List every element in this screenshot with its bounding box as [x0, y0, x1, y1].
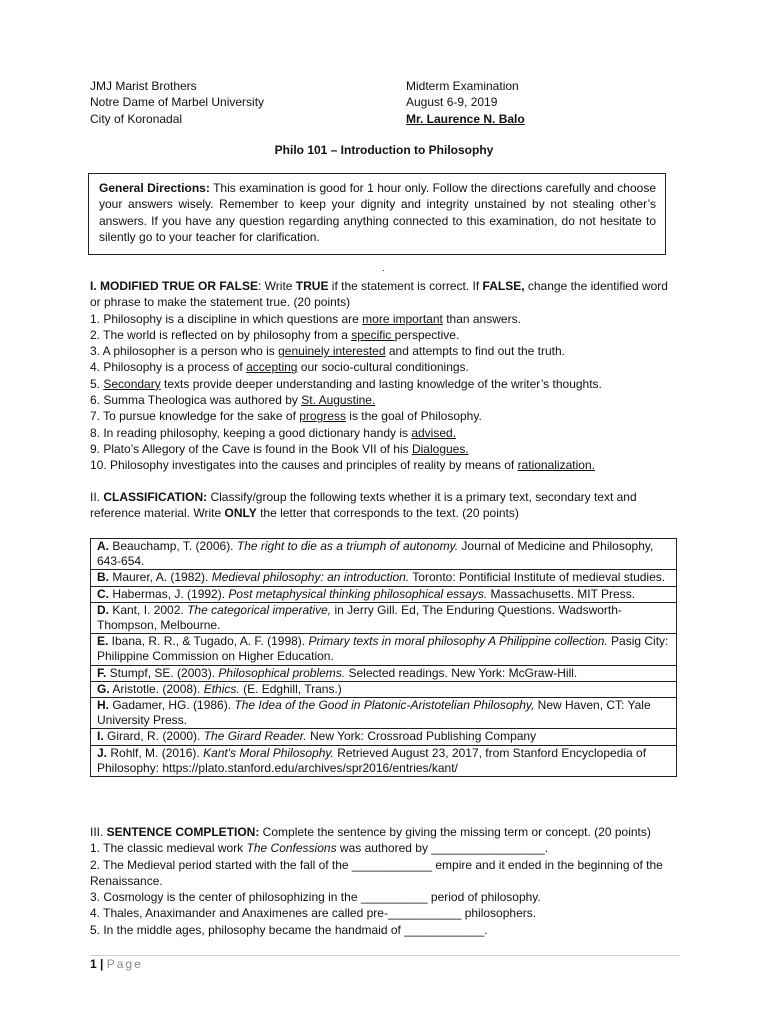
reference-author: Maurer, A. (1982). — [109, 570, 212, 585]
section-1 — [90, 278, 670, 474]
reference-letter: F. — [97, 665, 107, 680]
reference-row — [91, 745, 677, 776]
reference-title: The Idea of the Good in Platonic-Aristotelian Philosophy, — [234, 698, 535, 713]
section-3-items — [90, 840, 670, 938]
tf-item-text-end: than answers. — [442, 311, 521, 326]
tf-item — [90, 408, 670, 424]
section-1-instructions — [90, 278, 670, 311]
completion-item — [90, 922, 670, 938]
section-1-instr-c: change the identified word or phrase to make the statement true. (20 points) — [90, 279, 668, 310]
tf-item-text: 5. — [90, 376, 104, 391]
reference-letter: D. — [97, 602, 109, 617]
tf-item-text: 1. Philosophy is a discipline in which questions are — [90, 311, 363, 326]
tf-item — [90, 392, 670, 408]
reference-author: Beauchamp, T. (2006). — [109, 539, 237, 553]
tf-item — [90, 311, 670, 327]
completion-item — [90, 889, 670, 905]
tf-item-text: 8. In reading philosophy, keeping a good dictionary handy is — [90, 425, 412, 440]
section-3 — [90, 824, 670, 938]
section-1-heading: I. MODIFIED TRUE OR FALSE — [90, 279, 259, 293]
tf-underlined-term: Dialogues. — [411, 441, 469, 456]
reference-letter: J. — [97, 745, 108, 760]
tf-item-text: 2. The world is reflected on by philosophy from a — [90, 327, 352, 342]
school-info — [90, 78, 264, 127]
tf-item-text: 10. Philosophy investigates into the causes and principles of reality by means of — [90, 458, 518, 473]
reference-cell — [91, 698, 677, 729]
tf-underlined-term: advised. — [411, 425, 457, 440]
page-footer — [90, 957, 143, 971]
reference-row — [91, 539, 677, 570]
general-directions-text: This examination is good for 1 hour only. Follow the directions carefully and choose your answers wisely. Remember to keep your dignity and integrity unstained by not stealing other’s answers. If you have any question regarding anything connected to this examination, do not hesitate to silently go to your teacher for clarification. — [99, 181, 656, 244]
reference-table — [90, 538, 677, 777]
tf-item — [90, 359, 670, 375]
school-line-1: JMJ Marist Brothers — [90, 79, 197, 93]
reference-author: Aristotle. (2008). — [109, 681, 204, 696]
tf-item — [90, 376, 670, 392]
reference-row — [91, 698, 677, 729]
reference-title: Philosophical problems. — [218, 665, 346, 680]
tf-item-text: 4. Philosophy is a process of — [90, 360, 247, 375]
reference-cell — [91, 570, 677, 586]
completion-item — [90, 905, 670, 921]
reference-source: (E. Edghill, Trans.) — [239, 681, 342, 696]
reference-letter: C. — [97, 586, 109, 601]
completion-text: 3. Cosmology is the center of philosophizing in the __________ period of philosophy. — [90, 890, 541, 905]
reference-cell — [91, 539, 677, 570]
reference-author: Ibana, R. R., & Tugado, A. F. (1998). — [108, 634, 309, 649]
reference-cell — [91, 602, 677, 633]
tf-item — [90, 425, 670, 441]
completion-item — [90, 857, 670, 890]
tf-underlined-term: accepting — [246, 360, 298, 375]
reference-letter: E. — [97, 634, 109, 649]
course-title: Philo 101 – Introduction to Philosophy — [274, 143, 494, 157]
reference-title: Medieval philosophy: an introduction. — [211, 570, 410, 585]
tf-item — [90, 441, 670, 457]
page-separator: | — [96, 957, 107, 971]
reference-letter: G. — [97, 681, 110, 696]
tf-item-text: 7. To pursue knowledge for the sake of — [90, 409, 300, 424]
reference-author: Stumpf, SE. (2003). — [106, 665, 219, 680]
tf-item-text-end: perspective. — [394, 327, 460, 342]
reference-row — [91, 665, 677, 681]
section-2-instr-b: the letter that corresponds to the text. (20 points) — [256, 506, 519, 521]
general-directions-label: General Directions: — [99, 181, 210, 195]
reference-title: Primary texts in moral philosophy A Philippine collection. — [308, 634, 608, 649]
reference-title: The categorical imperative, — [187, 602, 332, 617]
reference-source: New York: Crossroad Publishing Company — [306, 729, 537, 744]
completion-text: 4. Thales, Anaximander and Anaximenes are called pre-___________ philosophers. — [90, 906, 537, 921]
exam-date: August 6-9, 2019 — [406, 95, 498, 110]
reference-author: Gadamer, HG. (1986). — [109, 698, 235, 713]
section-1-instr-b: if the statement is correct. If — [328, 279, 483, 293]
section-3-heading: SENTENCE COMPLETION: — [106, 825, 260, 839]
section-2 — [90, 489, 670, 522]
tf-underlined-term: progress — [299, 409, 346, 424]
reference-author: Girard, R. (2000). — [103, 729, 204, 744]
reference-cell — [91, 586, 677, 602]
keyword-true: TRUE — [295, 279, 329, 293]
section-2-instr-a: Classify/group the following texts whether it is a primary text, secondary text and reference material. Write — [90, 490, 637, 521]
reference-source: Massachusetts. MIT Press. — [487, 586, 636, 601]
exam-name: Midterm Examination — [406, 79, 519, 93]
tf-underlined-term: genuinely interested — [278, 344, 386, 359]
tf-item-text: 6. Summa Theologica was authored by — [90, 393, 302, 408]
reference-letter: I. — [97, 729, 104, 744]
reference-cell — [91, 665, 677, 681]
reference-row — [91, 570, 677, 586]
tf-item-text: 9. Plato’s Allegory of the Cave is found in the Book VII of his — [90, 441, 412, 456]
completion-text: 2. The Medieval period started with the fall of the ____________ empire and it ended in the beginning of the Renaissance. — [90, 857, 663, 888]
reference-row — [91, 681, 677, 697]
reference-title: Kant's Moral Philosophy. — [203, 745, 334, 760]
reference-source: Pasig City: Philippine Commission on Higher Education. — [97, 634, 669, 664]
completion-italic: The Confessions — [246, 841, 337, 856]
tf-item — [90, 343, 670, 359]
section-2-number: II. — [90, 490, 104, 504]
reference-author: Habermas, J. (1992). — [109, 586, 229, 601]
keyword-only: ONLY — [224, 506, 257, 521]
reference-letter: B. — [97, 570, 109, 585]
school-line-3: City of Koronadal — [90, 111, 183, 126]
reference-author: Kant, I. 2002. — [109, 602, 188, 617]
stray-dot: . — [382, 263, 385, 274]
section-3-number: III. — [90, 825, 107, 839]
completion-text-end: was authored by _________________. — [336, 841, 549, 856]
reference-source: New Haven, CT: Yale University Press. — [97, 698, 651, 728]
completion-text: 1. The classic medieval work — [90, 841, 247, 856]
section-1-instr-a: : Write — [258, 279, 296, 293]
section-3-instructions — [90, 824, 670, 840]
tf-item — [90, 327, 670, 343]
reference-letter: A. — [97, 539, 109, 553]
reference-source: Selected readings. New York: McGraw-Hill. — [345, 665, 578, 680]
tf-underlined-term: Secondary — [103, 376, 161, 391]
exam-info — [406, 78, 525, 127]
tf-underlined-term: more important — [362, 311, 443, 326]
section-1-items — [90, 311, 670, 474]
reference-row — [91, 729, 677, 745]
reference-source: Retrieved August 23, 2017, from Stanford Encyclopedia of Philosophy: https://plato.stanford.edu/archives/spr2016/entries/kant/ — [97, 745, 647, 775]
tf-item-text-end: our socio-cultural conditionings. — [297, 360, 469, 375]
tf-item — [90, 457, 670, 473]
reference-title: The Girard Reader. — [203, 729, 307, 744]
tf-underlined-term: rationalization. — [517, 458, 595, 473]
reference-source: Journal of Medicine and Philosophy, 643-654. — [97, 539, 654, 569]
completion-item — [90, 840, 670, 856]
reference-title: Ethics. — [203, 681, 240, 696]
reference-author: Rohlf, M. (2016). — [107, 745, 204, 760]
general-directions-box — [88, 173, 666, 255]
section-2-instructions — [90, 489, 670, 522]
section-2-heading: CLASSIFICATION: — [103, 490, 208, 504]
reference-row — [91, 602, 677, 633]
school-line-2: Notre Dame of Marbel University — [90, 95, 265, 110]
page-label: Page — [106, 957, 143, 971]
reference-row — [91, 586, 677, 602]
reference-source: in Jerry Gill. Ed, The Enduring Questions. Wadsworth-Thompson, Melbourne. — [97, 602, 622, 633]
reference-cell — [91, 681, 677, 697]
reference-cell — [91, 634, 677, 665]
tf-item-text: 3. A philosopher is a person who is — [90, 344, 279, 359]
reference-title: Post metaphysical thinking philosophical essays. — [228, 586, 488, 601]
reference-source: Toronto: Pontificial Institute of medieval studies. — [409, 570, 666, 585]
tf-item-text-end: texts provide deeper understanding and lasting knowledge of the writer’s thoughts. — [160, 376, 602, 391]
footer-divider — [90, 955, 680, 956]
tf-item-text-end: is the goal of Philosophy. — [345, 409, 482, 424]
teacher-name: Mr. Laurence N. Balo — [406, 111, 525, 126]
reference-letter: H. — [97, 698, 109, 713]
reference-cell — [91, 729, 677, 745]
reference-row — [91, 634, 677, 665]
reference-title: The right to die as a triumph of autonomy. — [236, 539, 459, 553]
page-number: 1 — [90, 957, 97, 971]
tf-item-text-end: and attempts to find out the truth. — [385, 344, 565, 359]
tf-underlined-term: St. Augustine. — [301, 393, 376, 408]
reference-cell — [91, 745, 677, 776]
section-3-instr: Complete the sentence by giving the missing term or concept. (20 points) — [259, 825, 651, 839]
keyword-false: FALSE, — [482, 279, 525, 293]
tf-underlined-term: specific — [351, 327, 395, 342]
completion-text: 5. In the middle ages, philosophy became the handmaid of ____________. — [90, 922, 488, 937]
